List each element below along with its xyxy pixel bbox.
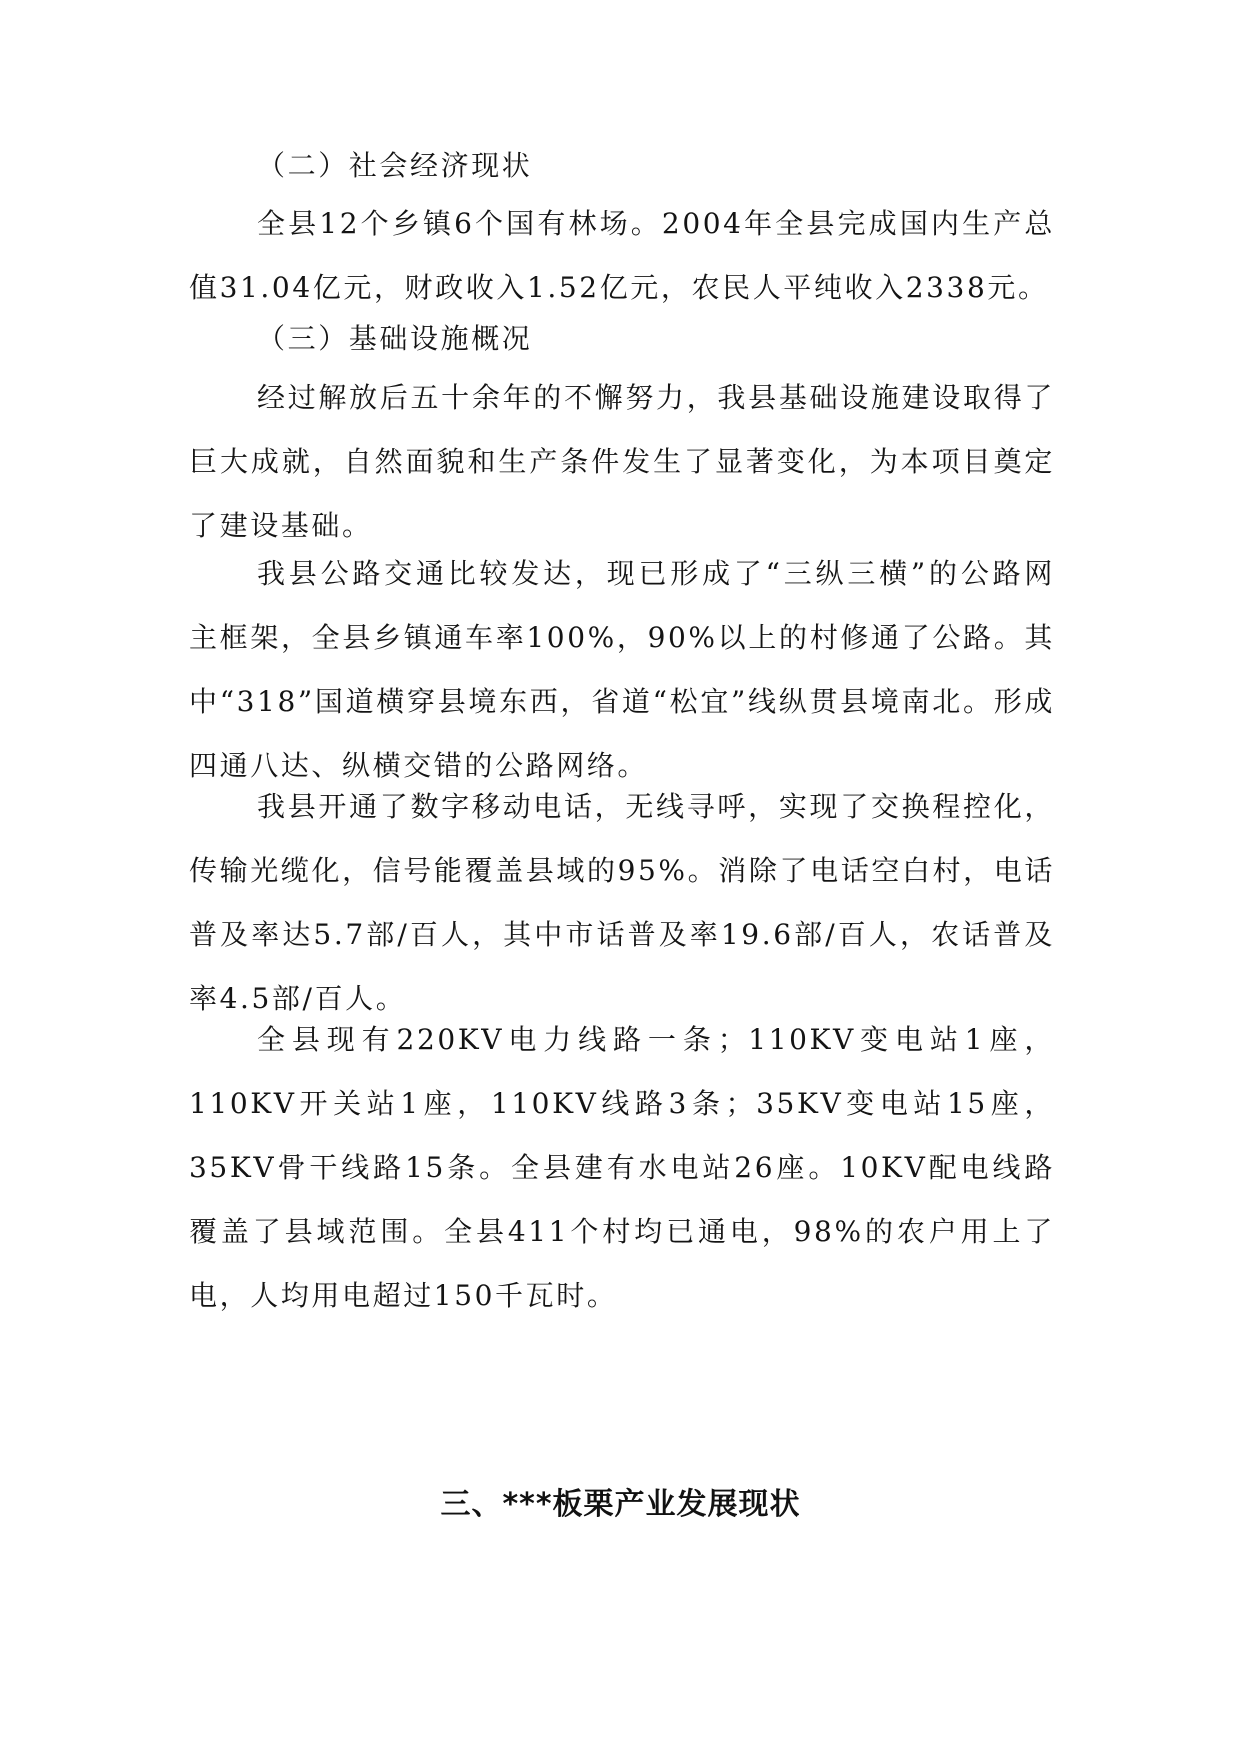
- paragraph-social-economy: 全县12个乡镇6个国有林场。2004年全县完成国内生产总值31.04亿元，财政收入1.52亿元，农民人平纯收入2338元。: [189, 207, 1055, 304]
- paragraph-road-transport: 我县公路交通比较发达，现已形成了“三纵三横”的公路网主框架，全县乡镇通车率100%，90%以上的村修通了公路。其中“318”国道横穿县境东西，省道“松宜”线纵贯县境南北。形成四通八达、纵横交错的公路网络。: [189, 557, 1055, 782]
- section-heading-social-economy: （二）社会经济现状: [257, 149, 533, 182]
- section-heading-infrastructure: （三）基础设施概况: [257, 322, 533, 355]
- chapter-heading-chestnut-industry: 三、***板栗产业发展现状: [440, 1487, 801, 1522]
- paragraph-infrastructure-overview: 经过解放后五十余年的不懈努力，我县基础设施建设取得了巨大成就，自然面貌和生产条件发生了显著变化，为本项目奠定了建设基础。: [189, 381, 1055, 542]
- paragraph-telecommunications: 我县开通了数字移动电话，无线寻呼，实现了交换程控化，传输光缆化，信号能覆盖县域的95%。消除了电话空白村，电话普及率达5.7部/百人，其中市话普及率19.6部/百人，农话普及率4.5部/百人。: [189, 790, 1055, 1015]
- paragraph-electric-power: 全县现有220KV电力线路一条；110KV变电站1座，110KV开关站1座，110KV线路3条；35KV变电站15座，35KV骨干线路15条。全县建有水电站26座。10KV配电线路覆盖了县域范围。全县411个村均已通电，98%的农户用上了电，人均用电超过150千瓦时。: [189, 1023, 1055, 1312]
